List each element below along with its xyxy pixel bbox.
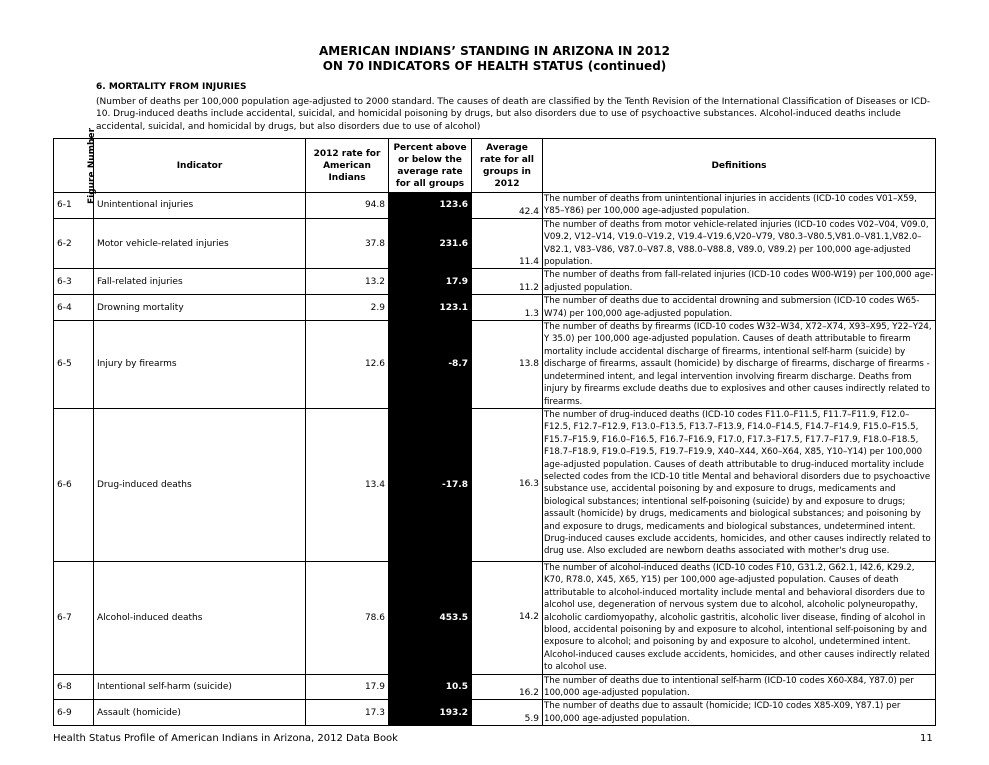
header-definitions: Definitions: [543, 139, 936, 193]
page-title: AMERICAN INDIANS’ STANDING IN ARIZONA IN 2012: [319, 44, 670, 58]
row-indicator: Fall-related injuries: [94, 269, 306, 295]
row-rate: 2.9: [306, 295, 389, 321]
page-number: 11: [920, 733, 933, 744]
row-figure: 6-6: [54, 408, 94, 561]
row-definition: The number of deaths from unintentional injuries in accidents (ICD-10 codes V01–X59, Y85–Y86) per 100,000 age-adjusted population.: [543, 193, 936, 219]
row-percent: 231.6: [389, 218, 472, 269]
row-average: 16.3: [472, 408, 543, 561]
header-rate-2012: 2012 rate for American Indians: [306, 139, 389, 193]
section-note: (Number of deaths per 100,000 population age-adjusted to 2000 standard. The causes of death are classified by the Tenth Revision of the International Classification of Diseases or ICD-10. Drug-induced deaths include accidental, suicidal, and homicidal poisoning by drugs, but also disorders due to use of psychoactive substances. Alcohol-induced deaths include accidental, suicidal, and homicidal by drugs, but also disorders due to use of alcohol): [96, 97, 931, 132]
row-indicator: Injury by firearms: [94, 321, 306, 409]
table-header-row: [54, 139, 936, 193]
indicators-table: [53, 127, 936, 726]
row-definition: The number of deaths from motor vehicle-related injuries (ICD-10 codes V02–V04, V09.0, V09.2, V12–V14, V19.0–V19.2, V19.4–V19.6,V20–V79, V80.3–V80.5,V81.0–V81.1,V82.0–V82.1, V83–V86, V87.0–V87.8, V88.0–V88.8, V89.0, V89.2) per 100,000 age-adjusted population.: [543, 218, 936, 269]
table-row: [54, 218, 936, 269]
header-percent-above: Percent above or below the average rate for all groups: [389, 139, 472, 193]
row-percent: -17.8: [389, 408, 472, 561]
table-row: [54, 408, 936, 561]
row-indicator: Drug-induced deaths: [94, 408, 306, 561]
row-figure: 6-4: [54, 295, 94, 321]
row-average: 16.2: [472, 674, 543, 700]
row-rate: 17.9: [306, 674, 389, 700]
row-definition: The number of deaths due to accidental drowning and submersion (ICD-10 codes W65-W74) per 100,000 age-adjusted population.: [543, 295, 936, 321]
header-average-rate: Average rate for all groups in 2012: [472, 139, 543, 193]
table-row: [54, 269, 936, 295]
row-rate: 17.3: [306, 700, 389, 726]
table-row: [54, 295, 936, 321]
row-rate: 94.8: [306, 193, 389, 219]
row-average: 13.8: [472, 321, 543, 409]
row-indicator: Drowning mortality: [94, 295, 306, 321]
row-indicator: Motor vehicle-related injuries: [94, 218, 306, 269]
row-percent: 10.5: [389, 674, 472, 700]
row-percent: 17.9: [389, 269, 472, 295]
table-row: [54, 321, 936, 409]
row-figure: 6-5: [54, 321, 94, 409]
row-average: 14.2: [472, 561, 543, 674]
row-rate: 13.2: [306, 269, 389, 295]
header-indicator: Indicator: [94, 139, 306, 193]
row-definition: The number of deaths due to intentional self-harm (ICD-10 codes X60-X84, Y87.0) per 100,000 age-adjusted population.: [543, 674, 936, 700]
row-average: 11.4: [472, 218, 543, 269]
row-figure: 6-9: [54, 700, 94, 726]
row-indicator: Intentional self-harm (suicide): [94, 674, 306, 700]
row-percent: 453.5: [389, 561, 472, 674]
row-figure: 6-3: [54, 269, 94, 295]
row-figure: 6-8: [54, 674, 94, 700]
row-figure: 6-1: [54, 193, 94, 219]
row-definition: The number of deaths by firearms (ICD-10 codes W32–W34, X72–X74, X93–X95, Y22–Y24, Y 35.0) per 100,000 age-adjusted population. Causes of death attributable to firearm mortality include accidental discharge of firearms, intentional self-harm (suicide) by discharge of firearms, assault (homicide) by discharge of firearms, discharge of firearms -undetermined intent, and legal intervention involving firearm discharge. Deaths from injury by firearms exclude deaths due to explosives and other causes indirectly related to firearms.: [543, 321, 936, 409]
row-percent: 123.6: [389, 193, 472, 219]
row-average: 42.4: [472, 193, 543, 219]
row-indicator: Alcohol-induced deaths: [94, 561, 306, 674]
row-percent: 123.1: [389, 295, 472, 321]
row-figure: 6-7: [54, 561, 94, 674]
row-definition: The number of alcohol-induced deaths (ICD-10 codes F10, G31.2, G62.1, I42.6, K29.2, K70, R78.0, X45, X65, Y15) per 100,000 age-adjusted population. Causes of death attributable to alcohol-induced mortality include mental and behavioral disorders due to alcohol use, degeneration of nervous system due to alcohol, alcoholic polyneuropathy, alcoholic cardiomyopathy, alcoholic gastritis, alcoholic liver disease, finding of alcohol in blood, accidental poisoning by and exposure to alcohol, intentional self-poisoning by and exposure to alcohol; and poisoning by and exposure to alcohol, undetermined intent. Alcohol-induced causes exclude accidents, homicides, and other causes indirectly related to alcohol use.: [543, 561, 936, 674]
row-percent: -8.7: [389, 321, 472, 409]
table-row: [54, 193, 936, 219]
table-row: [54, 700, 936, 726]
row-average: 1.3: [472, 295, 543, 321]
row-figure: 6-2: [54, 218, 94, 269]
page-subtitle: ON 70 INDICATORS OF HEALTH STATUS (continued): [322, 59, 667, 73]
row-rate: 12.6: [306, 321, 389, 409]
row-definition: The number of deaths due to assault (homicide; ICD-10 codes X85-X09, Y87.1) per 100,000 age-adjusted population.: [543, 700, 936, 726]
footer-text: Health Status Profile of American Indians in Arizona, 2012 Data Book: [53, 733, 398, 744]
row-rate: 78.6: [306, 561, 389, 674]
row-definition: The number of drug-induced deaths (ICD-10 codes F11.0–F11.5, F11.7–F11.9, F12.0–F12.5, F12.7–F12.9, F13.0–F13.5, F13.7–F13.9, F14.0–F14.5, F14.7–F14.9, F15.0–F15.5, F15.7–F15.9, F16.0–F16.5, F16.7–F16.9, F17.0, F17.3–F17.5, F17.7–F17.9, F18.0–F18.5, F18.7–F18.9, F19.0–F19.5, F19.7–F19.9, X40–X44, X60–X64, X85, Y10–Y14) per 100,000 age-adjusted population. Causes of death attributable to drug-induced mortality include selected codes from the ICD-10 title Mental and behavioral disorders due to psychoactive substance use, accidental poisoning by and exposure to drugs, medicaments and biological substances; intentional self-poisoning (suicide) by and exposure to drugs; assault (homicide) by drugs, medicaments and biological substances; and poisoning by and exposure to drugs, medicaments and biological substances, undetermined intent. Drug-induced causes exclude accidents, homicides, and other causes indirectly related to drug use. Also excluded are newborn deaths associated with mother's drug use.: [543, 408, 936, 561]
row-rate: 13.4: [306, 408, 389, 561]
row-average: 5.9: [472, 700, 543, 726]
row-indicator: Unintentional injuries: [94, 193, 306, 219]
row-percent: 193.2: [389, 700, 472, 726]
row-average: 11.2: [472, 269, 543, 295]
table-row: [54, 674, 936, 700]
header-figure-number: Figure Number: [54, 139, 94, 193]
row-rate: 37.8: [306, 218, 389, 269]
row-definition: The number of deaths from fall-related injuries (ICD-10 codes W00-W19) per 100,000 age-adjusted population.: [543, 269, 936, 295]
section-heading: 6. MORTALITY FROM INJURIES: [96, 82, 247, 92]
table-row: [54, 561, 936, 674]
row-indicator: Assault (homicide): [94, 700, 306, 726]
